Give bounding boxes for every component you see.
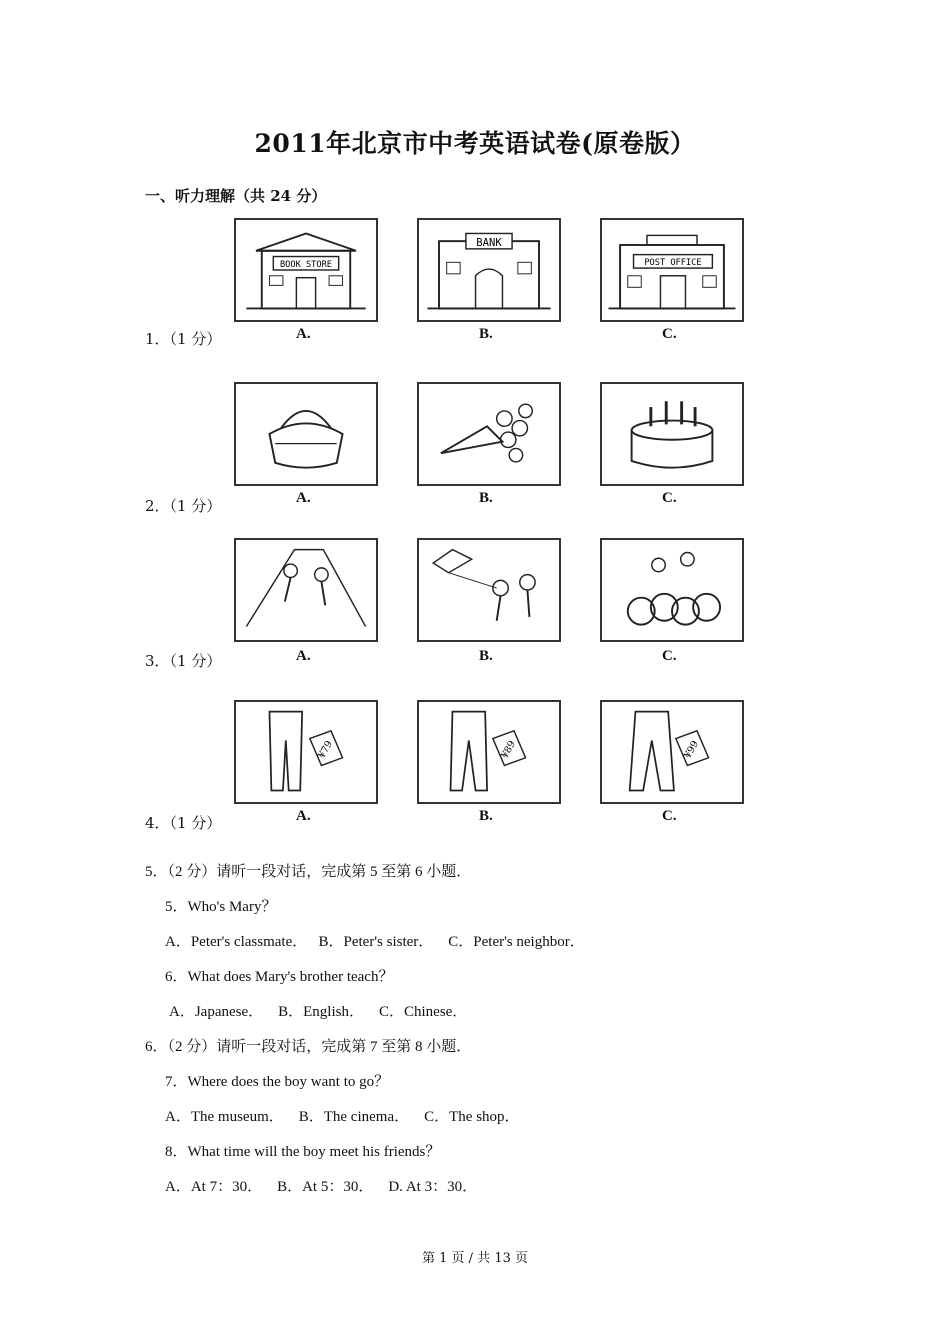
question-4-label: 4．（1 分） (145, 814, 222, 832)
book-store-sign: BOOK STORE (279, 260, 333, 271)
question-3-label: 3．（1 分） (145, 652, 222, 670)
option-c-label: C. (662, 326, 677, 342)
answer-options-7: A．The museum． B．The cinema． C．The shop． (165, 1109, 520, 1125)
option-image-kite[interactable] (417, 538, 561, 642)
question-5-heading: 5．（2 分）请听一段对话，完成第 5 至第 6 小题． (145, 864, 472, 880)
price-tag: ¥99 (682, 739, 702, 761)
option-c-label: C. (662, 648, 677, 664)
option-c-label: C. (662, 808, 677, 824)
page-title: 2011年北京市中考英语试卷(原卷版） (254, 129, 696, 158)
sub-question-6: 6．What does Mary's brother teach？ (165, 969, 394, 985)
option-a-label: A. (296, 490, 311, 506)
price-tag: ¥89 (499, 739, 519, 761)
option-image-pants-99[interactable] (600, 700, 744, 804)
page-footer: 第 1 页 / 共 13 页 (422, 1251, 528, 1266)
question-6-heading: 6．（2 分）请听一段对话，完成第 7 至第 8 小题． (145, 1039, 472, 1055)
option-image-flowers[interactable] (417, 382, 561, 486)
option-a-label: A. (296, 326, 311, 342)
price-tag: ¥79 (316, 739, 336, 761)
answer-options-6: A．Japanese． B．English． C．Chinese． (169, 1004, 468, 1020)
option-b-label: B. (479, 326, 493, 342)
option-b-label: B. (479, 490, 493, 506)
question-1-label: 1．（1 分） (145, 330, 222, 348)
post-office-sign: POST OFFICE (644, 258, 702, 269)
option-a-label: A. (296, 648, 311, 664)
option-image-bikes[interactable] (600, 538, 744, 642)
option-image-birthday-cake[interactable] (600, 382, 744, 486)
answer-options-5: A．Peter's classmate． B．Peter's sister． C．Peter's neighbor． (165, 934, 585, 950)
bank-sign: BANK (476, 236, 502, 249)
option-image-climbing[interactable] (234, 538, 378, 642)
sub-question-8: 8．What time will the boy meet his friends？ (165, 1144, 441, 1160)
option-a-label: A. (296, 808, 311, 824)
option-c-label: C. (662, 490, 677, 506)
option-b-label: B. (479, 808, 493, 824)
option-b-label: B. (479, 648, 493, 664)
sub-question-5: 5．Who's Mary？ (165, 899, 277, 915)
option-image-pants-79[interactable] (234, 700, 378, 804)
question-2-label: 2．（1 分） (145, 497, 222, 515)
answer-options-8: A．At 7：30． B．At 5：30． D. At 3：30． (165, 1179, 478, 1195)
option-image-handbag[interactable] (234, 382, 378, 486)
section-heading: 一、听力理解（共 24 分） (145, 187, 327, 205)
option-image-book-store[interactable] (234, 218, 378, 322)
option-image-post-office[interactable] (600, 218, 744, 322)
option-image-pants-89[interactable] (417, 700, 561, 804)
sub-question-7: 7．Where does the boy want to go？ (165, 1074, 390, 1090)
option-image-bank[interactable] (417, 218, 561, 322)
